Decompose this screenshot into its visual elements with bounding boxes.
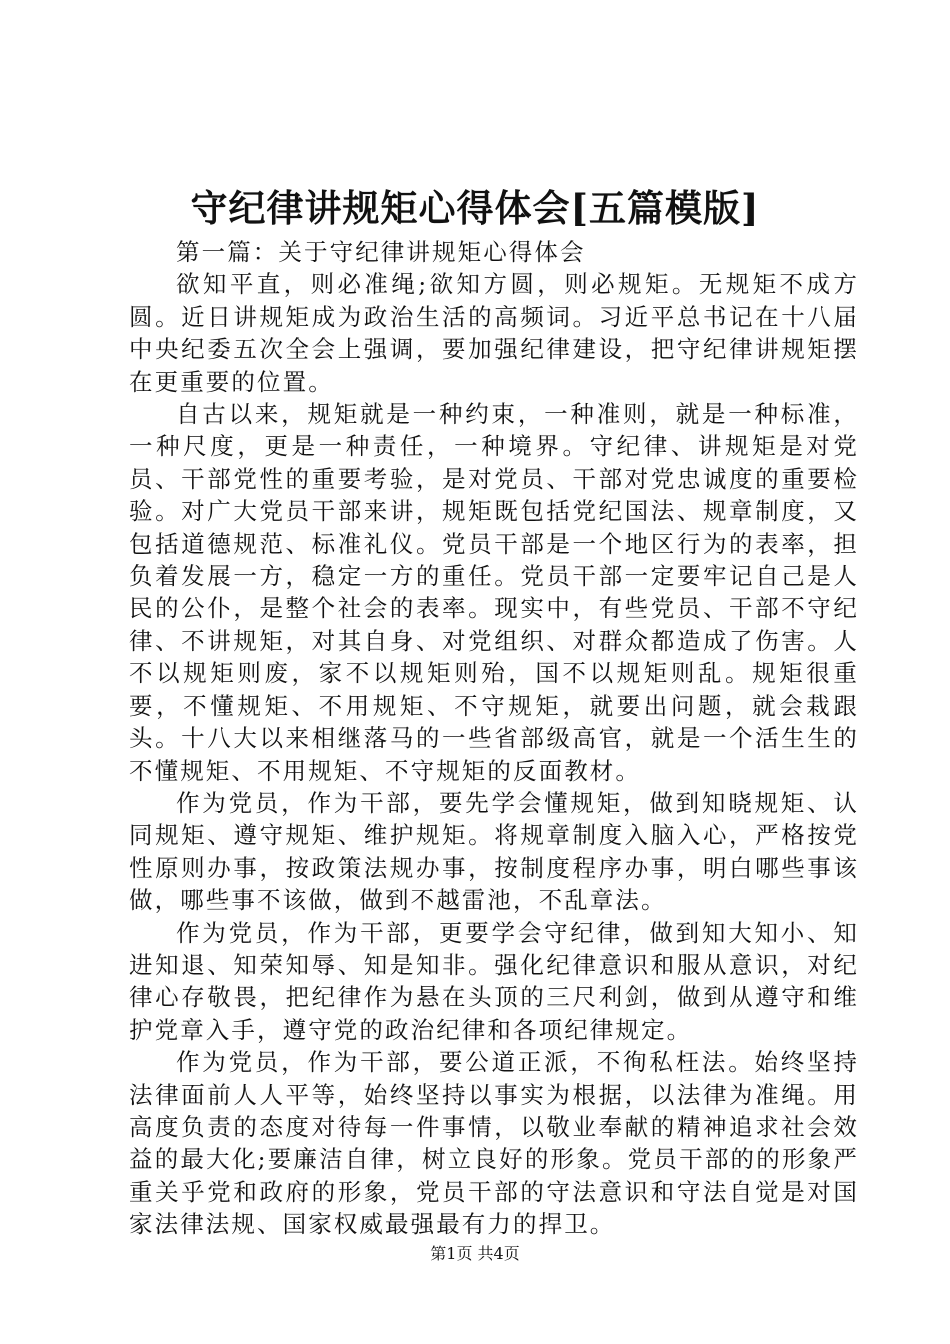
section-heading: 第一篇：关于守纪律讲规矩心得体会 xyxy=(176,238,586,266)
page-number-footer: 第1页 共4页 xyxy=(430,1244,520,1263)
paragraph: 作为党员，作为干部，要先学会懂规矩，做到知晓规矩、认同规矩、遵守规矩、维护规矩。将规章制度入脑入心，严格按党性原则办事，按政策法规办事，按制度程序办事，明白哪些事该做，哪些事不该做，做到不越雷池，不乱章法。 xyxy=(129,788,859,915)
paragraph: 自古以来，规矩就是一种约束，一种准则，就是一种标准，一种尺度，更是一种责任，一种境界。守纪律、讲规矩是对党员、干部党性的重要考验，是对党员、干部对党忠诚度的重要检验。对广大党员干部来讲，规矩既包括党纪国法、规章制度，又包括道德规范、标准礼仪。党员干部是一个地区行为的表率，担负着发展一方，稳定一方的重任。党员干部一定要牢记自己是人民的公仆，是整个社会的表率。现实中，有些党员、干部不守纪律、不讲规矩，对其自身、对党组织、对群众都造成了伤害。人不以规矩则废，家不以规矩则殆，国不以规矩则乱。规矩很重要，不懂规矩、不用规矩、不守规矩，就要出问题，就会栽跟头。十八大以来相继落马的一些省部级高官，就是一个活生生的不懂规矩、不用规矩、不守规矩的反面教材。 xyxy=(129,400,859,785)
paragraph: 欲知平直，则必准绳;欲知方圆，则必规矩。无规矩不成方圆。近日讲规矩成为政治生活的高频词。习近平总书记在十八届中央纪委五次全会上强调，要加强纪律建设，把守纪律讲规矩摆在更重要的位置。 xyxy=(129,270,859,396)
paragraph: 作为党员，作为干部，更要学会守纪律，做到知大知小、知进知退、知荣知辱、知是知非。强化纪律意识和服从意识，对纪律心存敬畏，把纪律作为悬在头顶的三尺利剑，做到从遵守和维护党章入手，遵守党的政治纪律和各项纪律规定。 xyxy=(129,918,859,1044)
document-title: 守纪律讲规矩心得体会[五篇模版] xyxy=(190,186,760,230)
document-body xyxy=(129,236,859,1241)
paragraph: 作为党员，作为干部，要公道正派，不徇私枉法。始终坚持法律面前人人平等，始终坚持以事实为根据，以法律为准绳。用高度负责的态度对待每一件事情，以敬业奉献的精神追求社会效益的最大化;要廉洁自律，树立良好的形象。党员干部的的形象严重关乎党和政府的形象，党员干部的守法意识和守法自觉是对国家法律法规、国家权威最强最有力的捍卫。 xyxy=(129,1048,859,1239)
